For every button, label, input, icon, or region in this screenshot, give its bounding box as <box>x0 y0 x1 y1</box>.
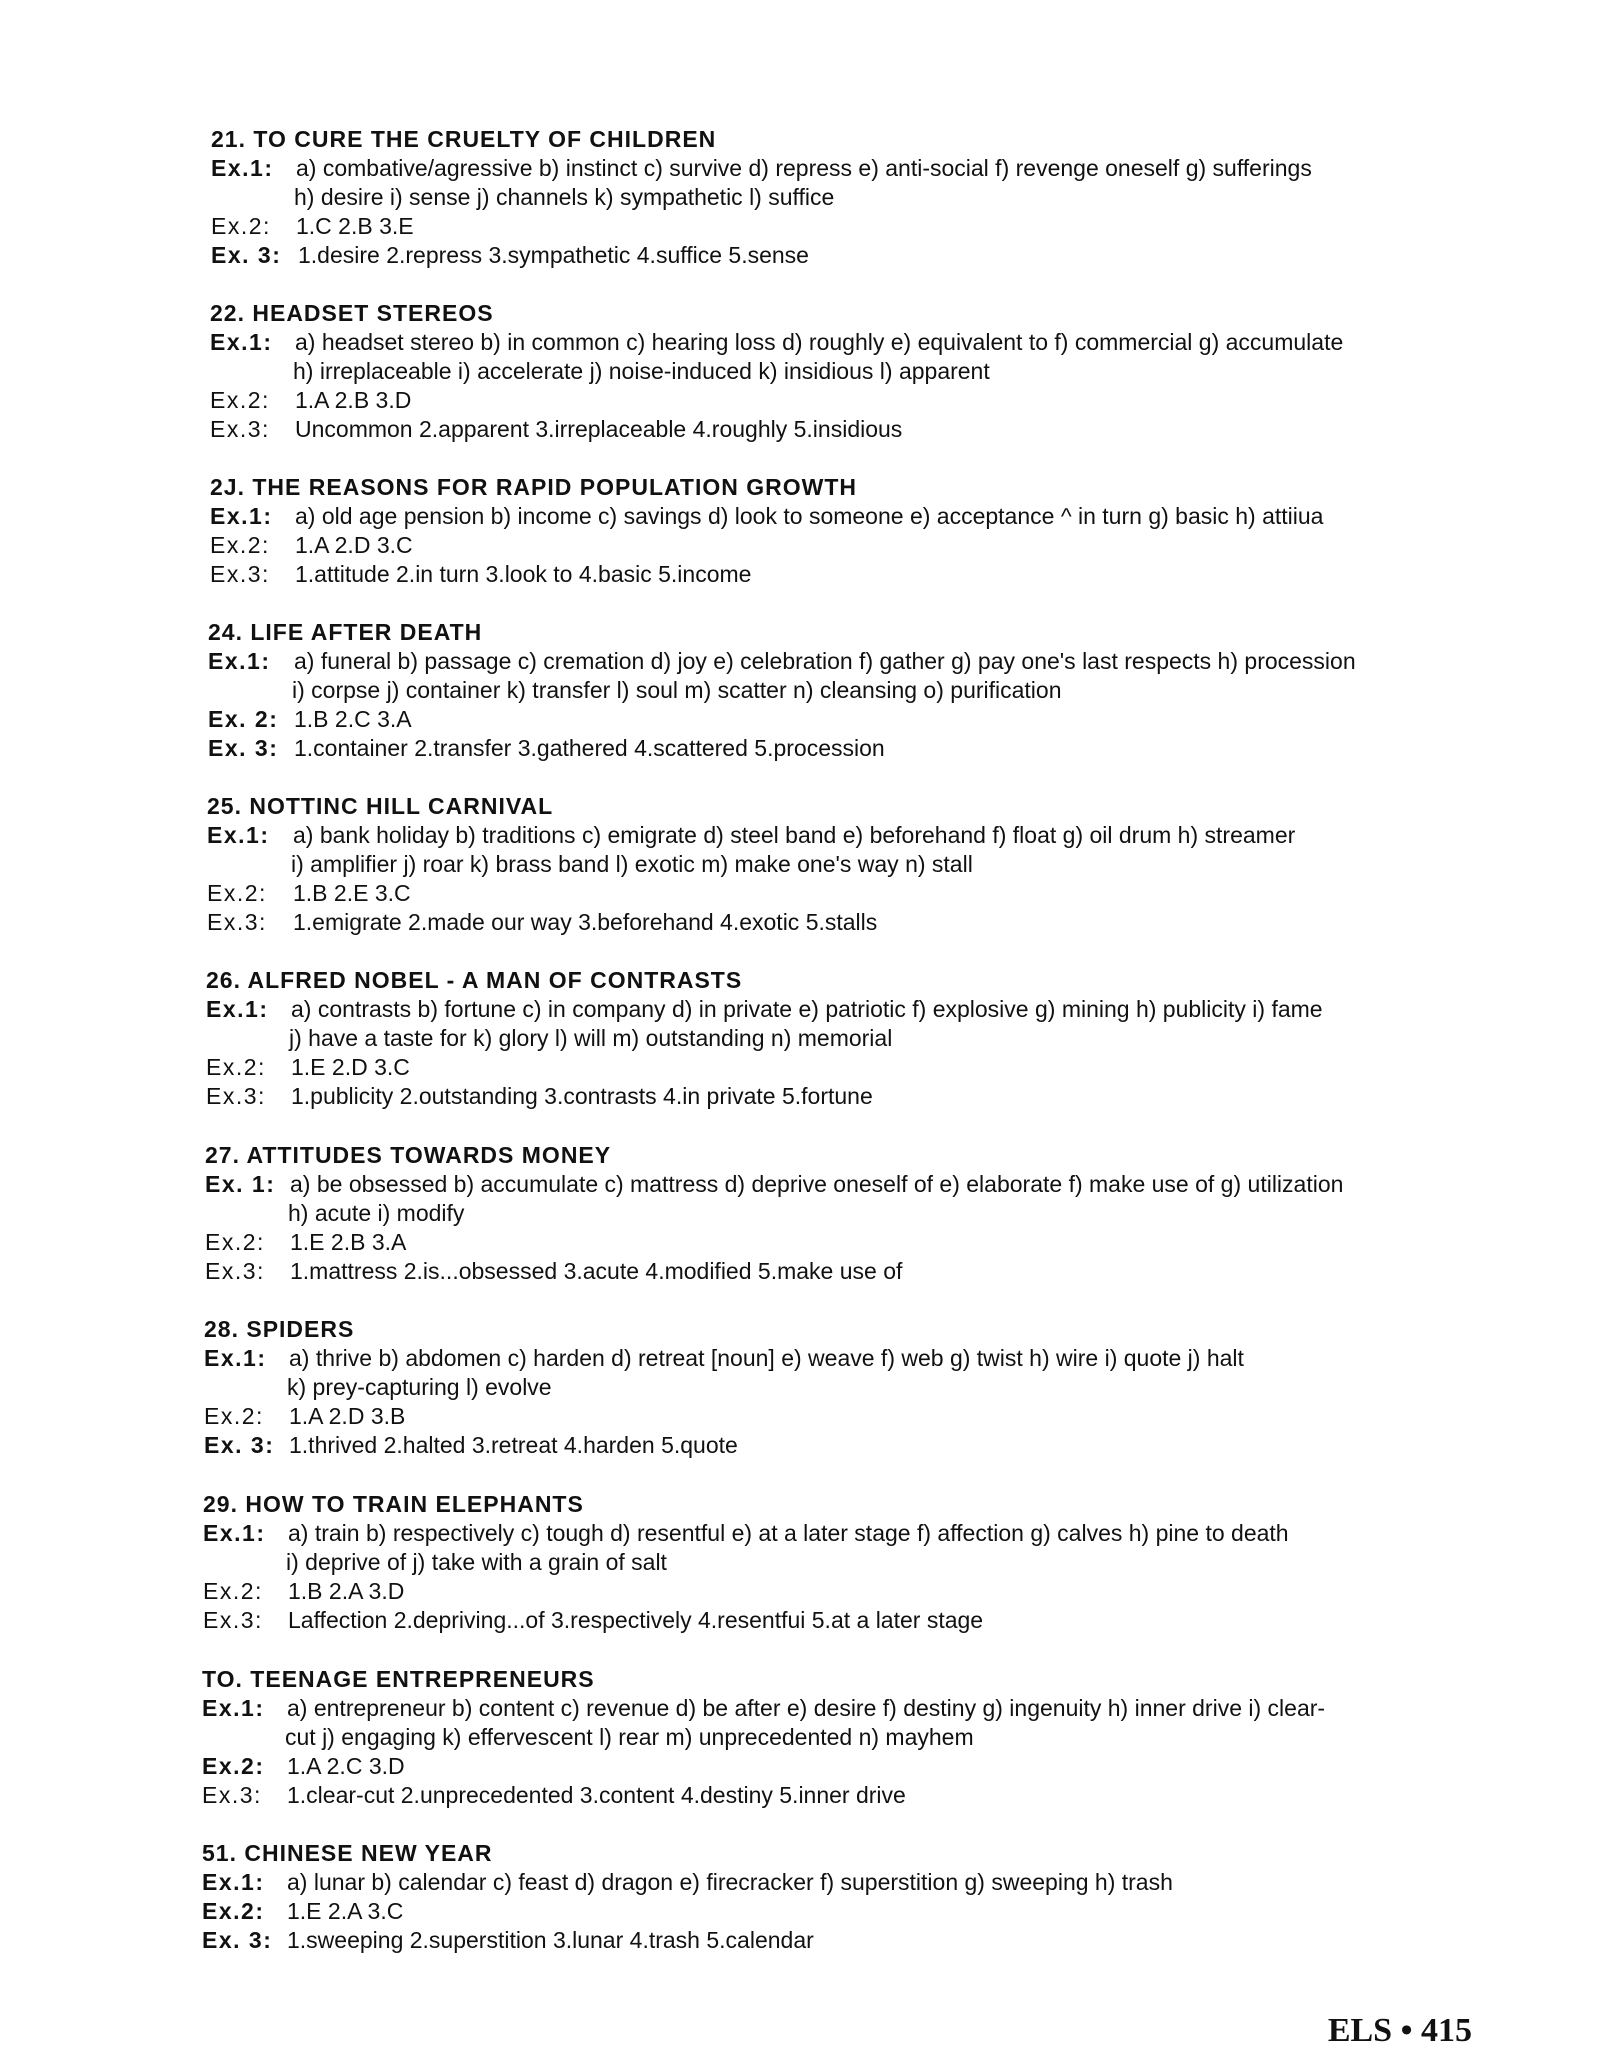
section-title: 29. HOW TO TRAIN ELEPHANTS <box>203 1491 584 1517</box>
ex2-answers: 1.A 2.D 3.C <box>295 532 413 558</box>
ex2-label: Ex.2: <box>207 880 267 906</box>
ex2-label: Ex.2: <box>210 387 270 413</box>
ex1-line: cut j) engaging k) effervescent l) rear m) unprecedented n) mayhem <box>285 1724 974 1750</box>
ex1-line: a) be obsessed b) accumulate c) mattress d) deprive oneself of e) elaborate f) make use of g) utilization <box>290 1171 1344 1197</box>
ex1-line: h) desire i) sense j) channels k) sympathetic l) suffice <box>294 184 835 210</box>
ex1-line: h) irreplaceable i) accelerate j) noise-induced k) insidious l) apparent <box>293 358 990 384</box>
ex3-answers: 1.clear-cut 2.unprecedented 3.content 4.destiny 5.inner drive <box>287 1782 906 1808</box>
ex2-answers: 1.B 2.E 3.C <box>293 880 411 906</box>
ex3-label: Ex.3: <box>203 1607 263 1633</box>
ex2-answers: 1.A 2.C 3.D <box>287 1753 405 1779</box>
ex1-line: a) entrepreneur b) content c) revenue d) be after e) desire f) destiny g) ingenuity h) inner drive i) clear- <box>287 1695 1326 1721</box>
ex1-line: a) contrasts b) fortune c) in company d) in private e) patriotic f) explosive g) mining h) publicity i) fame <box>291 996 1323 1022</box>
ex1-line: a) old age pension b) income c) savings d) look to someone e) acceptance ^ in turn g) basic h) attiiua <box>295 503 1324 529</box>
ex3-label: Ex. 3: <box>208 735 279 761</box>
ex3-answers: 1.attitude 2.in turn 3.look to 4.basic 5.income <box>295 561 752 587</box>
ex3-label: Ex.3: <box>205 1258 265 1284</box>
ex3-answers: 1.publicity 2.outstanding 3.contrasts 4.in private 5.fortune <box>291 1083 873 1109</box>
ex2-label: Ex. 2: <box>208 706 279 732</box>
ex2-answers: 1.E 2.B 3.A <box>290 1229 407 1255</box>
ex1-line: a) lunar b) calendar c) feast d) dragon e) firecracker f) superstition g) sweeping h) trash <box>287 1869 1173 1895</box>
ex2-answers: 1.B 2.C 3.A <box>294 706 412 732</box>
ex1-line: a) headset stereo b) in common c) hearing loss d) roughly e) equivalent to f) commercial g) accumulate <box>295 329 1344 355</box>
ex3-answers: 1.desire 2.repress 3.sympathetic 4.suffice 5.sense <box>298 242 809 268</box>
ex3-label: Ex. 3: <box>202 1927 273 1953</box>
ex1-label: Ex.1: <box>202 1869 265 1895</box>
ex2-label: Ex.2: <box>211 213 271 239</box>
ex3-label: Ex.3: <box>207 909 267 935</box>
ex2-label: Ex.2: <box>205 1229 265 1255</box>
ex1-line: a) funeral b) passage c) cremation d) joy e) celebration f) gather g) pay one's last respects h) procession <box>294 648 1356 674</box>
page-footer: ELS • 415 <box>1327 2012 1472 2049</box>
ex3-label: Ex.3: <box>210 416 270 442</box>
section-title: 24. LIFE AFTER DEATH <box>208 619 483 645</box>
section-title: 25. NOTTINC HILL CARNIVAL <box>207 793 554 819</box>
ex1-label: Ex.1: <box>207 822 270 848</box>
ex2-answers: 1.B 2.A 3.D <box>288 1578 405 1604</box>
ex2-answers: 1.A 2.D 3.B <box>289 1403 406 1429</box>
ex1-label: Ex. 1: <box>205 1171 276 1197</box>
ex2-answers: 1.A 2.B 3.D <box>295 387 412 413</box>
ex3-answers: Laffection 2.depriving...of 3.respectively 4.resentfui 5.at a later stage <box>288 1607 984 1633</box>
section-title: 21. TO CURE THE CRUELTY OF CHILDREN <box>211 126 717 152</box>
ex1-label: Ex.1: <box>203 1520 266 1546</box>
ex1-line: i) deprive of j) take with a grain of salt <box>286 1549 667 1575</box>
ex1-line: a) train b) respectively c) tough d) resentful e) at a later stage f) affection g) calves h) pine to death <box>288 1520 1289 1546</box>
ex3-answers: 1.emigrate 2.made our way 3.beforehand 4.exotic 5.stalls <box>293 909 878 935</box>
ex1-line: a) thrive b) abdomen c) harden d) retreat [noun] e) weave f) web g) twist h) wire i) quote j) halt <box>289 1345 1244 1371</box>
ex3-answers: 1.sweeping 2.superstition 3.lunar 4.trash 5.calendar <box>287 1927 814 1953</box>
ex1-line: i) corpse j) container k) transfer l) soul m) scatter n) cleansing o) purification <box>292 677 1062 703</box>
ex2-answers: 1.C 2.B 3.E <box>296 213 414 239</box>
ex2-label: Ex.2: <box>202 1898 265 1924</box>
ex1-label: Ex.1: <box>204 1345 267 1371</box>
ex3-answers: 1.mattress 2.is...obsessed 3.acute 4.modified 5.make use of <box>290 1258 903 1284</box>
ex2-label: Ex.2: <box>202 1753 265 1779</box>
ex2-label: Ex.2: <box>204 1403 264 1429</box>
ex1-label: Ex.1: <box>211 155 274 181</box>
section-title: 2J. THE REASONS FOR RAPID POPULATION GROWTH <box>210 474 857 500</box>
ex2-answers: 1.E 2.A 3.C <box>287 1898 404 1924</box>
ex1-label: Ex.1: <box>206 996 269 1022</box>
ex1-label: Ex.1: <box>208 648 271 674</box>
ex3-label: Ex.3: <box>206 1083 266 1109</box>
ex1-line: h) acute i) modify <box>288 1200 465 1226</box>
ex2-label: Ex.2: <box>210 532 270 558</box>
ex3-answers: 1.thrived 2.halted 3.retreat 4.harden 5.quote <box>289 1432 738 1458</box>
section-title: 28. SPIDERS <box>204 1316 355 1342</box>
ex2-answers: 1.E 2.D 3.C <box>291 1054 410 1080</box>
ex2-label: Ex.2: <box>206 1054 266 1080</box>
ex1-label: Ex.1: <box>202 1695 265 1721</box>
ex2-label: Ex.2: <box>203 1578 263 1604</box>
ex3-label: Ex.3: <box>210 561 270 587</box>
ex3-label: Ex. 3: <box>211 242 282 268</box>
ex1-line: j) have a taste for k) glory l) will m) outstanding n) memorial <box>289 1025 893 1051</box>
section-title: TO. TEENAGE ENTREPRENEURS <box>202 1666 595 1692</box>
ex1-label: Ex.1: <box>210 503 273 529</box>
ex1-line: k) prey-capturing l) evolve <box>287 1374 552 1400</box>
ex3-label: Ex.3: <box>202 1782 262 1808</box>
ex1-line: i) amplifier j) roar k) brass band l) exotic m) make one's way n) stall <box>291 851 973 877</box>
ex1-line: a) combative/agressive b) instinct c) survive d) repress e) anti-social f) revenge oneself g) sufferings <box>296 155 1312 181</box>
section-title: 26. ALFRED NOBEL - A MAN OF CONTRASTS <box>206 967 743 993</box>
section-title: 51. CHINESE NEW YEAR <box>202 1840 493 1866</box>
section-title: 22. HEADSET STEREOS <box>210 300 494 326</box>
ex3-label: Ex. 3: <box>204 1432 275 1458</box>
ex3-answers: Uncommon 2.apparent 3.irreplaceable 4.roughly 5.insidious <box>295 416 903 442</box>
ex1-line: a) bank holiday b) traditions c) emigrate d) steel band e) beforehand f) float g) oil drum h) streamer <box>293 822 1296 848</box>
ex1-label: Ex.1: <box>210 329 273 355</box>
section-title: 27. ATTITUDES TOWARDS MONEY <box>205 1142 612 1168</box>
ex3-answers: 1.container 2.transfer 3.gathered 4.scattered 5.procession <box>294 735 885 761</box>
